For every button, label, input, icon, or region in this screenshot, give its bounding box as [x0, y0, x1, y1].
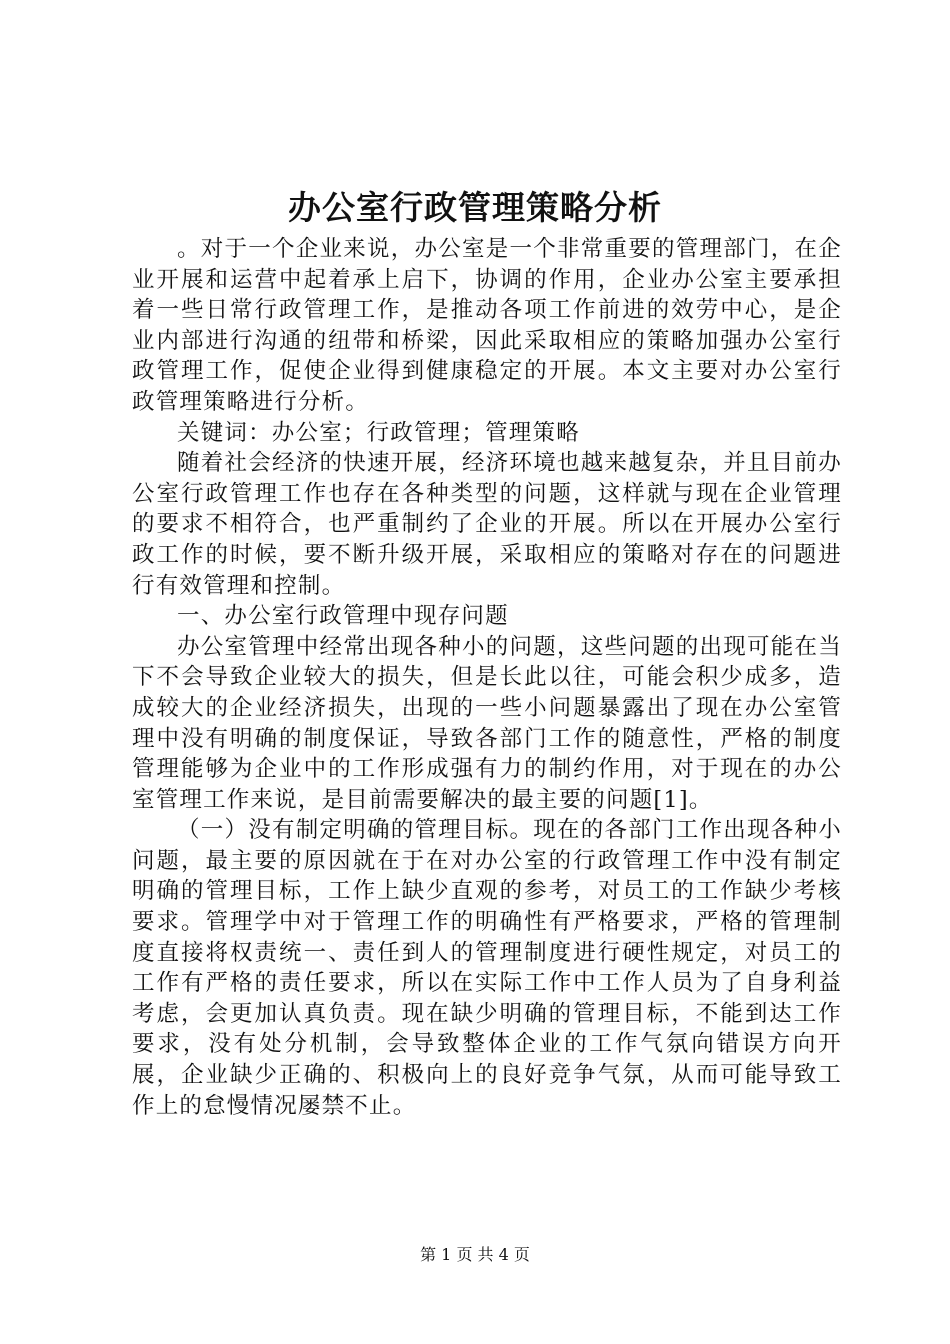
keywords-paragraph: 关键词：办公室；行政管理；管理策略: [177, 419, 580, 446]
subsection-paragraph: （一）没有制定明确的管理目标。现在的各部门工作出现各种小问题，最主要的原因就在于在对办公室的行政管理工作中没有制定明确的管理目标，工作上缺少直观的参考，对员工的工作缺少考核要求。管理学中对于管理工作的明确性有严格要求，严格的管理制度直接将权责统一、责任到人的管理制度进行硬性规定，对员工的工作有严格的责任要求，所以在实际工作中工作人员为了自身利益考虑，会更加认真负责。现在缺少明确的管理目标，不能到达工作要求，没有处分机制，会导致整体企业的工作气氛向错误方向开展，企业缺少正确的、积极向上的良好竞争气氛，从而可能导致工作上的怠慢情况屡禁不止。: [132, 817, 842, 1119]
intro-paragraph: 随着社会经济的快速开展，经济环境也越来越复杂，并且目前办公室行政管理工作也存在各种类型的问题，这样就与现在企业管理的要求不相符合，也严重制约了企业的开展。所以在开展办公室行政工作的时候，要不断升级开展，采取相应的策略对存在的问题进行有效管理和控制。: [132, 450, 842, 599]
abstract-paragraph: 。对于一个企业来说，办公室是一个非常重要的管理部门，在企业开展和运营中起着承上启下，协调的作用，企业办公室主要承担着一些日常行政管理工作，是推动各项工作前进的效劳中心，是企业内部进行沟通的纽带和桥梁，因此采取相应的策略加强办公室行政管理工作，促使企业得到健康稳定的开展。本文主要对办公室行政管理策略进行分析。: [132, 236, 842, 415]
page-footer: 第 1 页 共 4 页: [420, 1245, 530, 1264]
body-paragraph: 办公室管理中经常出现各种小的问题，这些问题的出现可能在当下不会导致企业较大的损失，但是长此以往，可能会积少成多，造成较大的企业经济损失，出现的一些小问题暴露出了现在办公室管理中没有明确的制度保证，导致各部门工作的随意性，严格的制度管理能够为企业中的工作形成强有力的制约作用，对于现在的办公室管理工作来说，是目前需要解决的最主要的问题[1]。: [132, 633, 842, 813]
document-title: 办公室行政管理策略分析: [288, 188, 662, 227]
section-heading: 一、办公室行政管理中现存问题: [177, 603, 509, 630]
document-body: [132, 234, 842, 1121]
